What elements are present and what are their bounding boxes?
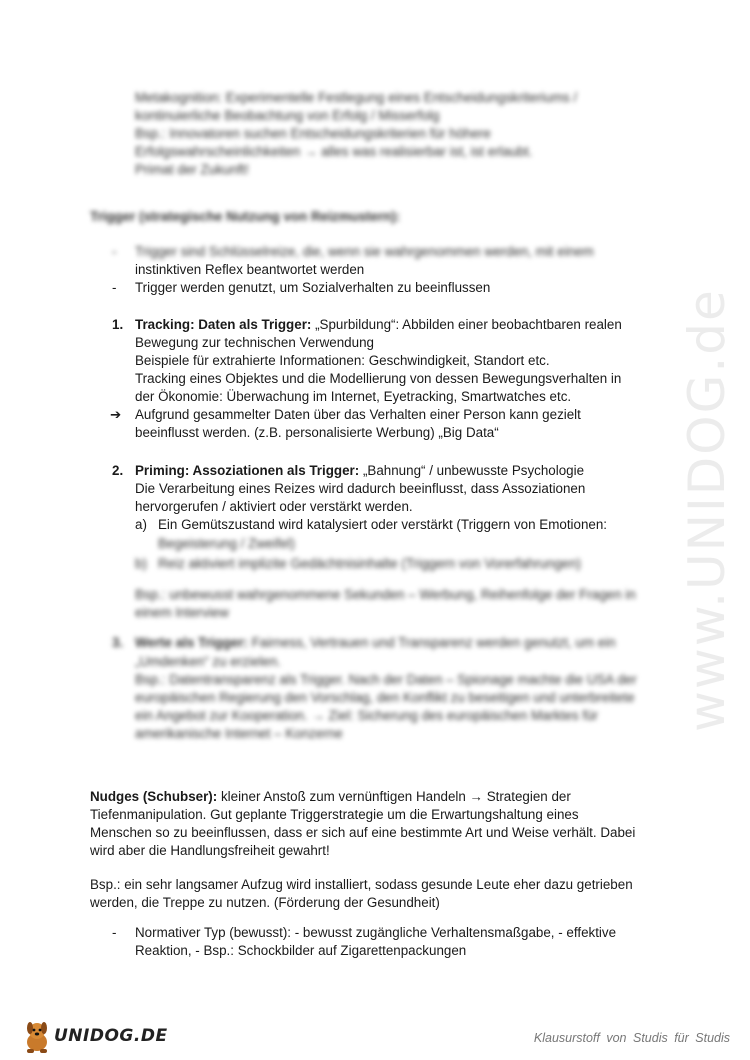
text-line: instinktiven Reflex beantwortet werden	[135, 262, 365, 277]
text-line: Tracking eines Objektes und die Modellierung von dessen Bewegungsverhalten in	[135, 371, 622, 386]
tracking-heading	[135, 316, 622, 334]
trigger-heading: Trigger (strategische Nutzung von Reizmustern):	[90, 209, 401, 224]
text-line: werden, die Treppe zu nutzen. (Förderung der Gesundheit)	[90, 895, 440, 910]
text-span: kleiner Anstoß zum vernünftigen Handeln	[217, 789, 466, 804]
text-line: Bsp.: ein sehr langsamer Aufzug wird installiert, sodass gesunde Leute eher dazu getrieben	[90, 877, 633, 892]
text-span: Fairness, Vertrauen und Transparenz werden genutzt, um ein	[247, 635, 616, 650]
list-letter: a)	[135, 517, 147, 532]
text-line: der Ökonomie: Überwachung im Internet, Eyetracking, Smartwatches etc.	[135, 389, 572, 404]
arrow-icon: →	[469, 789, 483, 804]
text-line: Bsp.: Datentransparenz als Trigger. Nach der Daten – Spionage machte die USA der	[135, 672, 637, 687]
text-line: wird aber die Handlungsfreiheit gewahrt!	[90, 843, 330, 858]
text-line: Reaktion, - Bsp.: Schockbilder auf Zigarettenpackungen	[135, 943, 467, 958]
text-line: Reiz aktiviert implizite Gedächtnisinhalte (Triggern von Vorerfahrungen)	[158, 556, 581, 571]
text-line: Beispiele für extrahierte Informationen: Geschwindigkeit, Standort etc.	[135, 353, 550, 368]
list-number: 1.	[112, 317, 124, 332]
text-line: Begeisterung / Zweifel)	[158, 536, 295, 551]
text-line: Erfolgswahrscheinlichkeiten → alles was realisierbar ist, ist erlaubt.	[135, 144, 533, 159]
text-span: Strategien der	[482, 789, 571, 804]
priming-heading	[135, 462, 584, 480]
text-line: amerikanische Internet – Konzerne	[135, 726, 343, 741]
bullet-dash: -	[112, 925, 117, 940]
text-span: „Spurbildung“: Abbilden einer beobachtbaren realen	[311, 317, 622, 332]
text-line: Bsp.: Innovatoren suchen Entscheidungskriterien für höhere	[135, 126, 491, 141]
text-line: beeinflusst werden. (z.B. personalisierte Werbung) „Big Data“	[135, 425, 499, 440]
text-line: Primat der Zukunft!	[135, 162, 249, 177]
watermark: www.UNIDOG.de	[678, 288, 736, 732]
text-line: „Umdenken“ zu erzielen.	[135, 654, 281, 669]
text-line: Metakognition: Experimentelle Festlegung eines Entscheidungskriteriums /	[135, 90, 578, 105]
text-line: Tiefenmanipulation. Gut geplante Triggerstrategie um die Erwartungshaltung eines	[90, 807, 579, 822]
arrow-icon: ➔	[110, 407, 122, 422]
text-line: Aufgrund gesammelter Daten über das Verhalten einer Person kann gezielt	[135, 407, 581, 422]
text-line: Normativer Typ (bewusst): - bewusst zugängliche Verhaltensmaßgabe, - effektive	[135, 925, 617, 940]
text-line: Menschen so zu beeinflussen, dass er sich auf eine bestimmte Art und Weise verhält. Dabei	[90, 825, 636, 840]
text-line: kontinuierliche Beobachtung von Erfolg / Misserfolg	[135, 108, 440, 123]
text-line: Trigger sind Schlüsselreize, die, wenn sie wahrgenommen werden, mit einem	[135, 244, 594, 259]
nudges-title: Nudges (Schubser):	[90, 789, 218, 804]
text-line: Bewegung zur technischen Verwendung	[135, 335, 374, 350]
text-line: Trigger werden genutzt, um Sozialverhalten zu beeinflussen	[135, 280, 491, 295]
text-line: Bsp.: unbewusst wahrgenommene Sekunden – Werbung, Reihenfolge der Fragen in	[135, 587, 636, 602]
text-line: einem Interview	[135, 605, 229, 620]
unidog-logo[interactable]	[22, 1016, 168, 1056]
logo-text: UNIDOG.DE	[54, 1026, 168, 1046]
text-line: ein Angebot zur Kooperation. → Ziel: Sicherung des europäischen Marktes für	[135, 708, 598, 723]
bullet-dash: -	[112, 280, 117, 295]
bullet-dash: -	[112, 244, 117, 259]
footer-tagline: Klausurstoff von Studis für Studis	[533, 1031, 730, 1045]
werte-title: Werte als Trigger:	[135, 635, 248, 650]
list-number: 2.	[112, 463, 124, 478]
text-line: europäischen Regierung den Vorschlag, den Konflikt zu beseitigen und unterbreitete	[135, 690, 635, 705]
text-span: „Bahnung“ / unbewusste Psychologie	[359, 463, 585, 478]
dog-mascot-icon	[22, 1018, 52, 1054]
werte-heading	[135, 634, 616, 652]
priming-title: Priming: Assoziationen als Trigger:	[135, 463, 360, 478]
nudges-heading	[90, 788, 571, 806]
text-line: Ein Gemütszustand wird katalysiert oder verstärkt (Triggern von Emotionen:	[158, 517, 608, 532]
tracking-title: Tracking: Daten als Trigger:	[135, 317, 312, 332]
list-letter: b)	[135, 556, 147, 571]
list-number: 3.	[112, 635, 124, 650]
text-line: hervorgerufen / aktiviert oder verstärkt werden.	[135, 499, 413, 514]
text-line: Die Verarbeitung eines Reizes wird dadurch beeinflusst, dass Assoziationen	[135, 481, 586, 496]
